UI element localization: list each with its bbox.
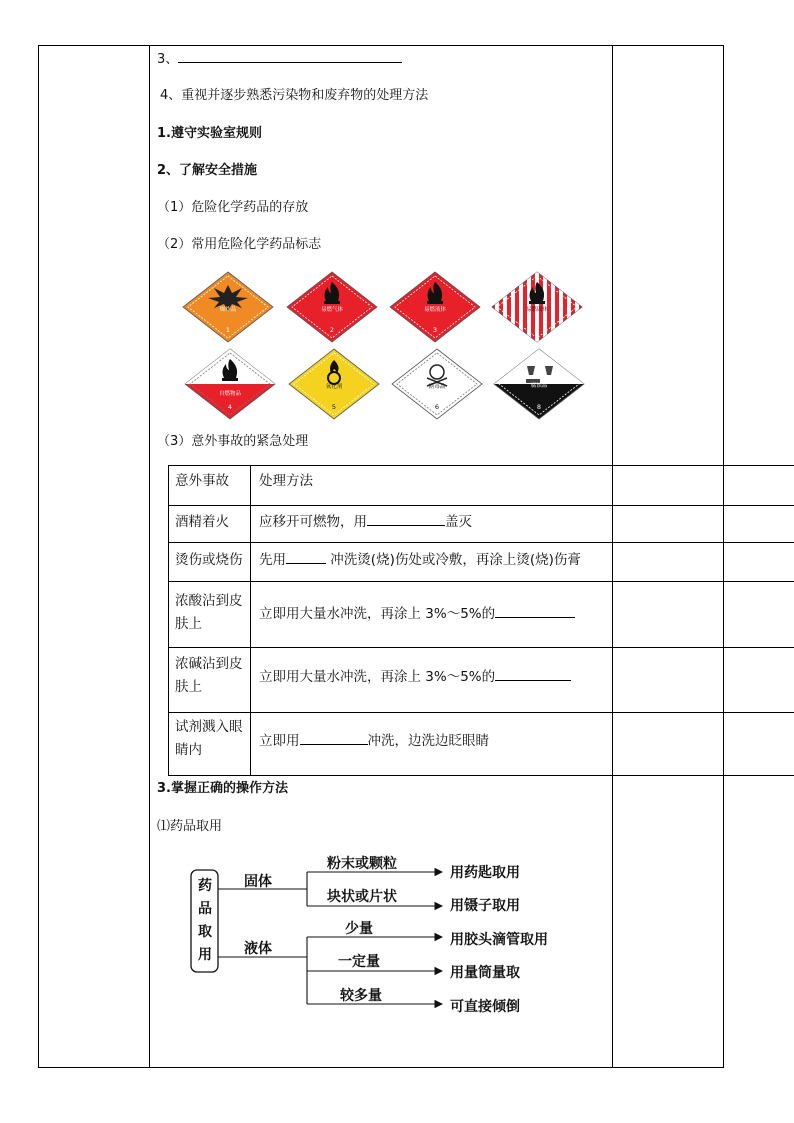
table-row-3-accident: 浓酸沾到皮肤上	[175, 593, 243, 632]
hazard-sign-label: 易燃液体	[423, 307, 447, 313]
section-2-title: 2、了解安全措施	[157, 163, 258, 178]
subsection-2: （2）常用危险化学药品标志	[157, 237, 322, 252]
hazard-sign-number: 8	[536, 403, 542, 411]
item-4: 4、重视并逐步熟悉污染物和废弃物的处理方法	[160, 88, 429, 103]
flow-small: 少量	[345, 921, 373, 937]
flow-powder-method: 用药匙取用	[450, 865, 520, 881]
table-row-2-accident: 烫伤或烧伤	[175, 552, 243, 568]
hazard-sign-number: 4	[534, 326, 540, 334]
flow-liquid: 液体	[244, 941, 272, 957]
table-row-1-method: 应移开可燃物，用 盖灭	[259, 514, 472, 530]
hazard-sign-label: 腐蚀品	[530, 383, 548, 389]
flow-large-method: 可直接倾倒	[450, 999, 520, 1015]
table-row-4-accident: 浓碱沾到皮肤上	[175, 656, 243, 695]
hazard-sign-label: 爆炸品	[219, 307, 237, 313]
hazard-sign-label: 易燃固体	[525, 307, 549, 313]
flow-block: 块状或片状	[327, 889, 397, 905]
hazard-sign-number: 3	[432, 326, 438, 334]
table-row-2-method: 先用 冲洗烫(烧)伤处或冷敷，再涂上烫(烧)伤膏	[259, 552, 581, 568]
flow-block-method: 用镊子取用	[450, 898, 520, 914]
table-row-3-method: 立即用大量水冲洗，再涂上 3%～5%的	[259, 603, 575, 626]
table-header-method: 处理方法	[259, 473, 313, 489]
hazard-sign-label: 自燃物品	[218, 391, 242, 397]
hazard-sign-number: 1	[225, 326, 231, 334]
hazard-sign-label: 氧化剂	[325, 384, 343, 390]
hazard-sign-label: 剧毒品	[428, 384, 446, 390]
flow-small-method: 用胶头滴管取用	[450, 932, 548, 948]
flow-powder: 粉末或颗粒	[327, 856, 397, 872]
flowchart-root: 药品取用	[198, 878, 212, 963]
section-3-title: 3.掌握正确的操作方法	[157, 781, 288, 796]
section-3-subsection-1: ⑴药品取用	[157, 819, 223, 834]
hazard-sign-number: 2	[329, 326, 335, 334]
table-header-accident: 意外事故	[175, 473, 229, 489]
table-row-1-accident: 酒精着火	[175, 514, 229, 530]
item-3: 3、	[157, 50, 402, 69]
flow-solid: 固体	[244, 874, 272, 890]
table-row-5-accident: 试剂溅入眼睛内	[175, 719, 243, 758]
hazard-sign-number: 6	[434, 403, 440, 411]
hazard-sign-number: 5	[331, 403, 337, 411]
flow-fixed-method: 用量筒量取	[450, 965, 520, 981]
section-1-title: 1.遵守实验室规则	[157, 126, 262, 141]
table-row-4-method: 立即用大量水冲洗，再涂上 3%～5%的	[259, 666, 571, 689]
subsection-1: （1）危险化学药品的存放	[157, 200, 309, 215]
flow-large: 较多量	[340, 988, 382, 1004]
table-row-5-method: 立即用 冲洗，边洗边眨眼睛	[259, 733, 489, 749]
hazard-sign-number: 4	[227, 403, 233, 411]
flow-fixed: 一定量	[338, 954, 380, 970]
hazard-sign-label: 易燃气体	[320, 307, 344, 313]
subsection-3: （3）意外事故的紧急处理	[157, 434, 309, 449]
